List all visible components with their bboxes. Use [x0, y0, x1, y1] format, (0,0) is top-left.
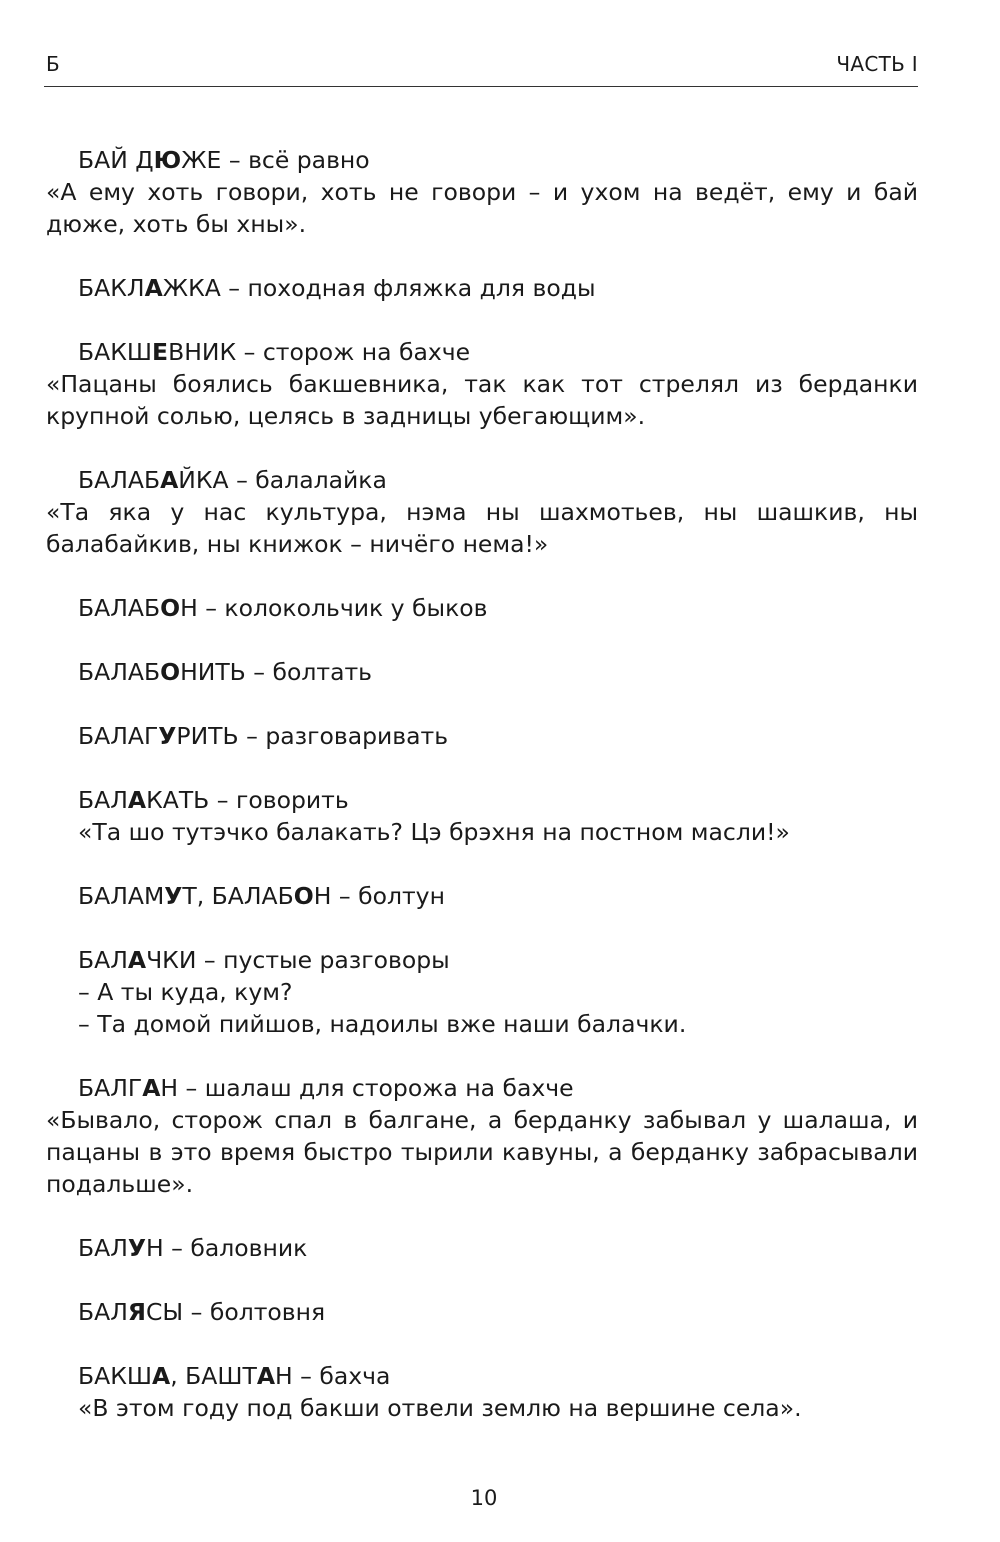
- headword: БАЛАБОН: [78, 594, 198, 622]
- definition: – говорить: [209, 786, 349, 814]
- headword: БАЛЯСЫ: [78, 1298, 184, 1326]
- headword: БАКШЕВНИК: [78, 338, 237, 366]
- headword: БАЛАКАТЬ: [78, 786, 210, 814]
- entry-balabonit: [46, 656, 918, 688]
- entry-balachki: [46, 944, 918, 1040]
- example: «В этом году под бакши отвели землю на вершине села».: [78, 1394, 802, 1422]
- definition: – разговаривать: [238, 722, 449, 750]
- headword: БАЛАБАЙКА: [78, 466, 229, 494]
- entry-baklazhka: [46, 272, 918, 304]
- entry-balagurit: [46, 720, 918, 752]
- headword: БАЙ ДЮЖЕ: [78, 146, 222, 174]
- dialogue-line: – Та домой пийшов, надоилы вже наши балачки.: [78, 1010, 687, 1038]
- definition: – бахча: [292, 1362, 391, 1390]
- entry-baksha: [46, 1360, 918, 1424]
- definition: – болтать: [245, 658, 373, 686]
- dialogue-line: – А ты куда, кум?: [78, 978, 293, 1006]
- entry-balakat: [46, 784, 918, 848]
- headword: БАКША, БАШТАН: [78, 1362, 293, 1390]
- entry-balabon: [46, 592, 918, 624]
- headword: БАЛАМУТ, БАЛАБОН: [78, 882, 332, 910]
- entry-balamut: [46, 880, 918, 912]
- example: «Пацаны боялись бакшевника, так как тот стрелял из берданки крупной солью, целясь в задницы убегающим».: [46, 370, 918, 430]
- headword: БАЛУН: [78, 1234, 164, 1262]
- headword: БАЛАЧКИ: [78, 946, 197, 974]
- example: «Та яка у нас культура, нэма ны шахмотьев, ны шашкив, ны балабайкив, ны книжок – ничёго нема!»: [46, 498, 918, 558]
- entry-balyasy: [46, 1296, 918, 1328]
- section-letter: Б: [46, 52, 61, 76]
- example: «Та шо тутэчко балакать? Цэ брэхня на постном масли!»: [78, 818, 790, 846]
- entry-bai-dyuzhe: [46, 144, 918, 240]
- entry-balun: [46, 1232, 918, 1264]
- example: «А ему хоть говори, хоть не говори – и ухом на ведёт, ему и бай дюже, хоть бы хны».: [46, 178, 918, 238]
- definition: – всё равно: [221, 146, 370, 174]
- entry-bakshevnik: [46, 336, 918, 432]
- entry-balabaika: [46, 464, 918, 560]
- headword: БАЛАБОНИТЬ: [78, 658, 246, 686]
- definition: – баловник: [163, 1234, 308, 1262]
- definition: – болтун: [331, 882, 445, 910]
- page-number: 10: [470, 1486, 498, 1510]
- example: «Бывало, сторож спал в балгане, а берданку забывал у шалаша, и пацаны в это время быстро тырили кавуны, а берданку забрасывали подальше».: [46, 1106, 918, 1198]
- headword: БАЛГАН: [78, 1074, 179, 1102]
- headword: БАКЛАЖКА: [78, 274, 221, 302]
- definition: – шалаш для сторожа на бахче: [178, 1074, 574, 1102]
- definition: – сторож на бахче: [236, 338, 471, 366]
- entry-balgan: [46, 1072, 918, 1200]
- definition: – болтовня: [183, 1298, 326, 1326]
- definition: – походная фляжка для воды: [220, 274, 596, 302]
- definition: – балалайка: [228, 466, 387, 494]
- headword: БАЛАГУРИТЬ: [78, 722, 239, 750]
- dictionary-entries: [46, 144, 918, 1456]
- definition: – колокольчик у быков: [197, 594, 488, 622]
- part-title: ЧАСТЬ I: [836, 52, 918, 76]
- running-head: [44, 50, 918, 87]
- definition: – пустые разговоры: [196, 946, 450, 974]
